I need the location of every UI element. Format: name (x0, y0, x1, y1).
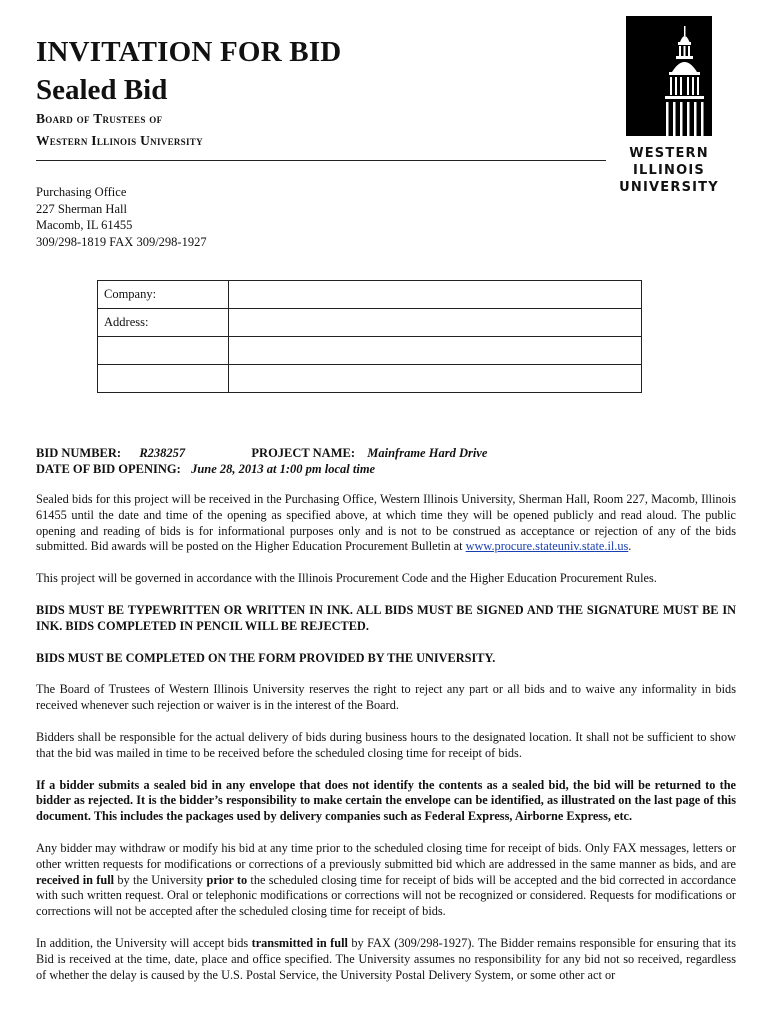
header-rule (36, 160, 606, 161)
table-row (98, 337, 642, 365)
address-field-line-3[interactable] (229, 365, 642, 393)
paragraph-reject-right: The Board of Trustees of Western Illinois University reserves the right to reject any part or all bids and to waive any informality in bids received whenever such rejection or waiver is in the interest of the Board. (36, 682, 736, 713)
paragraph-envelope: If a bidder submits a sealed bid in any envelope that does not identify the contents as a sealed bid, the bid will be returned to the bidder as rejected. It is the bidder’s responsibility to make certain the envelope can be identified, as illustrated on the last page of this document. This includes the packages used by delivery companies such as Federal Express, Airborne Express, etc. (36, 777, 736, 824)
fax-text-a: In addition, the University will accept bids (36, 935, 252, 950)
company-label: Company: (98, 281, 229, 309)
paragraph-form-requirement: BIDS MUST BE COMPLETED ON THE FORM PROVIDED BY THE UNIVERSITY. (36, 650, 496, 665)
withdraw-bold-prior: prior to (206, 872, 248, 887)
blank-label-2 (98, 365, 229, 393)
fax-text-c: by FAX (309/298-1927). The Bidder remains responsible for ensuring that its Bid is received at the time, date, place and office specified. The University assumes no responsibility for any bid not so received, regardless of whether the delay is caused by the U.S. Postal Service, the University Postal Delivery System, or some other act or (36, 935, 736, 982)
paragraph-submission (36, 492, 736, 555)
paragraph-fax (36, 936, 736, 983)
document-body (36, 492, 736, 999)
bid-opening-label: DATE OF BID OPENING: (36, 462, 181, 476)
procurement-bulletin-link[interactable]: www.procure.stateuniv.state.il.us (465, 539, 629, 554)
withdraw-bold-received: received in full (36, 872, 115, 887)
bidder-info-table (97, 280, 642, 393)
university-logo-wordmark (608, 145, 730, 196)
project-name-value: Mainframe Hard Drive (367, 446, 488, 460)
address-office: Purchasing Office (36, 185, 127, 199)
table-row (98, 365, 642, 393)
address-phone: 309/298-1819 FAX 309/298-1927 (36, 234, 207, 249)
paragraph-submission-text: Sealed bids for this project will be received in the Purchasing Office, Western Illinois University, Sherman Hall, Room 227, Macomb, Illinois 61455 until the date and time of the opening as specified above, at which time they will be opened publicly and read aloud. The public opening and reading of bids is for informational purposes only and is not to be construed as acceptance or rejection of any of the bids submitted. Bid awards will be posted on the Higher Education Procurement Bulletin at (36, 492, 736, 554)
paragraph-submission-end: . (628, 539, 632, 554)
paragraph-delivery: Bidders shall be responsible for the actual delivery of bids during business hours to the designated location. It shall not be sufficient to show that the bid was mailed in time to be received before the scheduled closing time for receipt of bids. (36, 729, 736, 760)
address-label: Address: (98, 309, 229, 337)
table-row (98, 281, 642, 309)
logo-line-3: UNIVERSITY (619, 180, 719, 195)
address-field-line-2[interactable] (229, 337, 642, 365)
company-field[interactable] (229, 281, 642, 309)
paragraph-withdraw (36, 841, 736, 920)
withdraw-text-e: the scheduled closing time for receipt of bids will be accepted and the bid corrected in accordance with such written request. Oral or telephonic modifications or corrections will not be recognized or considered. Requests for modifications or corrections will not be accepted after the scheduled closing time for receipt of bids. (36, 872, 736, 919)
paragraph-ink-requirement: BIDS MUST BE TYPEWRITTEN OR WRITTEN IN INK. ALL BIDS MUST BE SIGNED AND THE SIGNATURE MUST BE IN INK. BIDS COMPLETED IN PENCIL WILL BE REJECTED. (36, 602, 736, 633)
bid-number-label: BID NUMBER: (36, 446, 122, 460)
bid-opening-value: June 28, 2013 at 1:00 pm local time (191, 462, 376, 476)
board-line-1: Board of Trustees of (36, 111, 163, 126)
document-title: INVITATION FOR BID (36, 36, 342, 68)
withdraw-text-a: Any bidder may withdraw or modify his bid at any time prior to the scheduled closing time for receipt of bids. Only FAX messages, letters or other written requests for modifications or corrections of a previously submitted bid which are addressed in the same manner as bids, and are (36, 840, 736, 871)
paragraph-governance: This project will be governed in accordance with the Illinois Procurement Code and the Higher Education Procurement Rules. (36, 571, 657, 586)
address-street: 227 Sherman Hall (36, 201, 127, 216)
project-name-label: PROJECT NAME: (251, 446, 356, 460)
address-field[interactable] (229, 309, 642, 337)
table-row (98, 309, 642, 337)
document-subtitle: Sealed Bid (36, 74, 168, 106)
university-tower-icon (626, 16, 712, 136)
logo-line-2: ILLINOIS (633, 163, 705, 178)
bid-number-line (36, 446, 487, 461)
fax-bold-transmitted: transmitted in full (251, 935, 348, 950)
purchasing-address (36, 184, 207, 250)
withdraw-text-c: by the University (114, 872, 207, 887)
board-line-2: Western Illinois University (36, 133, 203, 148)
bid-number-value: R238257 (139, 446, 186, 460)
address-city: Macomb, IL 61455 (36, 218, 133, 232)
logo-line-1: WESTERN (629, 146, 709, 161)
bid-opening-line (36, 462, 375, 477)
blank-label-1 (98, 337, 229, 365)
